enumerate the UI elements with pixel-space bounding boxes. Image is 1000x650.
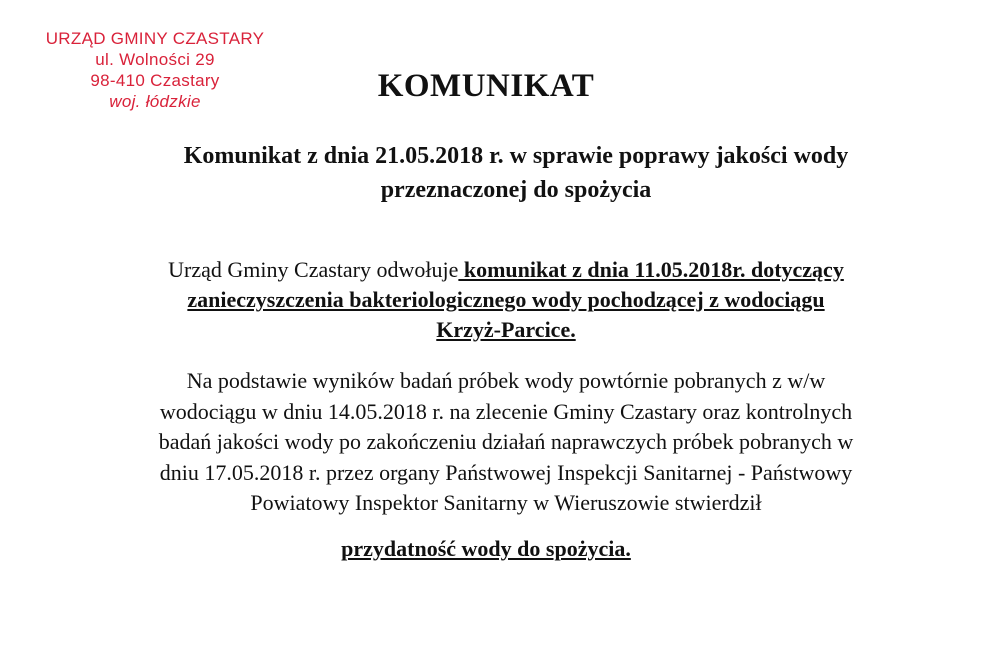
conclusion-statement: przydatność wody do spożycia. [341,536,631,561]
document-subject [60,139,972,207]
stamp-province: woj. łódzkie [109,92,201,111]
document-title: KOMUNIKAT [377,68,595,104]
stamp-street: ul. Wolności 29 [95,50,215,69]
stamp-postal-city: 98-410 Czastary [90,71,220,90]
basis-line: dniu 17.05.2018 r. przez organy Państwowej Inspekcji Sanitarnej - Państwowy [159,459,853,485]
revoked-notice-reference: Krzyż-Parcice. [436,317,576,342]
revocation-lead: Urząd Gminy Czastary odwołuje [168,257,459,282]
subject-line: przeznaczonej do spożycia [380,177,652,203]
basis-line: wodociągu w dniu 14.05.2018 r. na zlecenie Gminy Czastary oraz kontrolnych [159,398,853,424]
revoked-notice-reference: komunikat z dnia 11.05.2018r. dotyczący [458,257,844,282]
basis-paragraph [60,366,952,519]
basis-line: Na podstawie wyników badań próbek wody powtórnie pobranych z w/w [186,368,826,393]
revoked-notice-reference: zanieczyszczenia bakteriologicznego wody pochodzącej z wodociągu [187,287,825,312]
stamp-office-name: URZĄD GMINY CZASTARY [45,29,265,48]
basis-line: badań jakości wody po zakończeniu działań naprawczych próbek pobranych w [158,429,854,454]
basis-line: Powiatowy Inspektor Sanitarny w Wieruszowie stwierdził [250,490,762,515]
revocation-paragraph [40,255,972,345]
revocation-line [40,255,972,285]
subject-line: Komunikat z dnia 21.05.2018 r. w sprawie poprawy jakości wody [183,143,849,169]
